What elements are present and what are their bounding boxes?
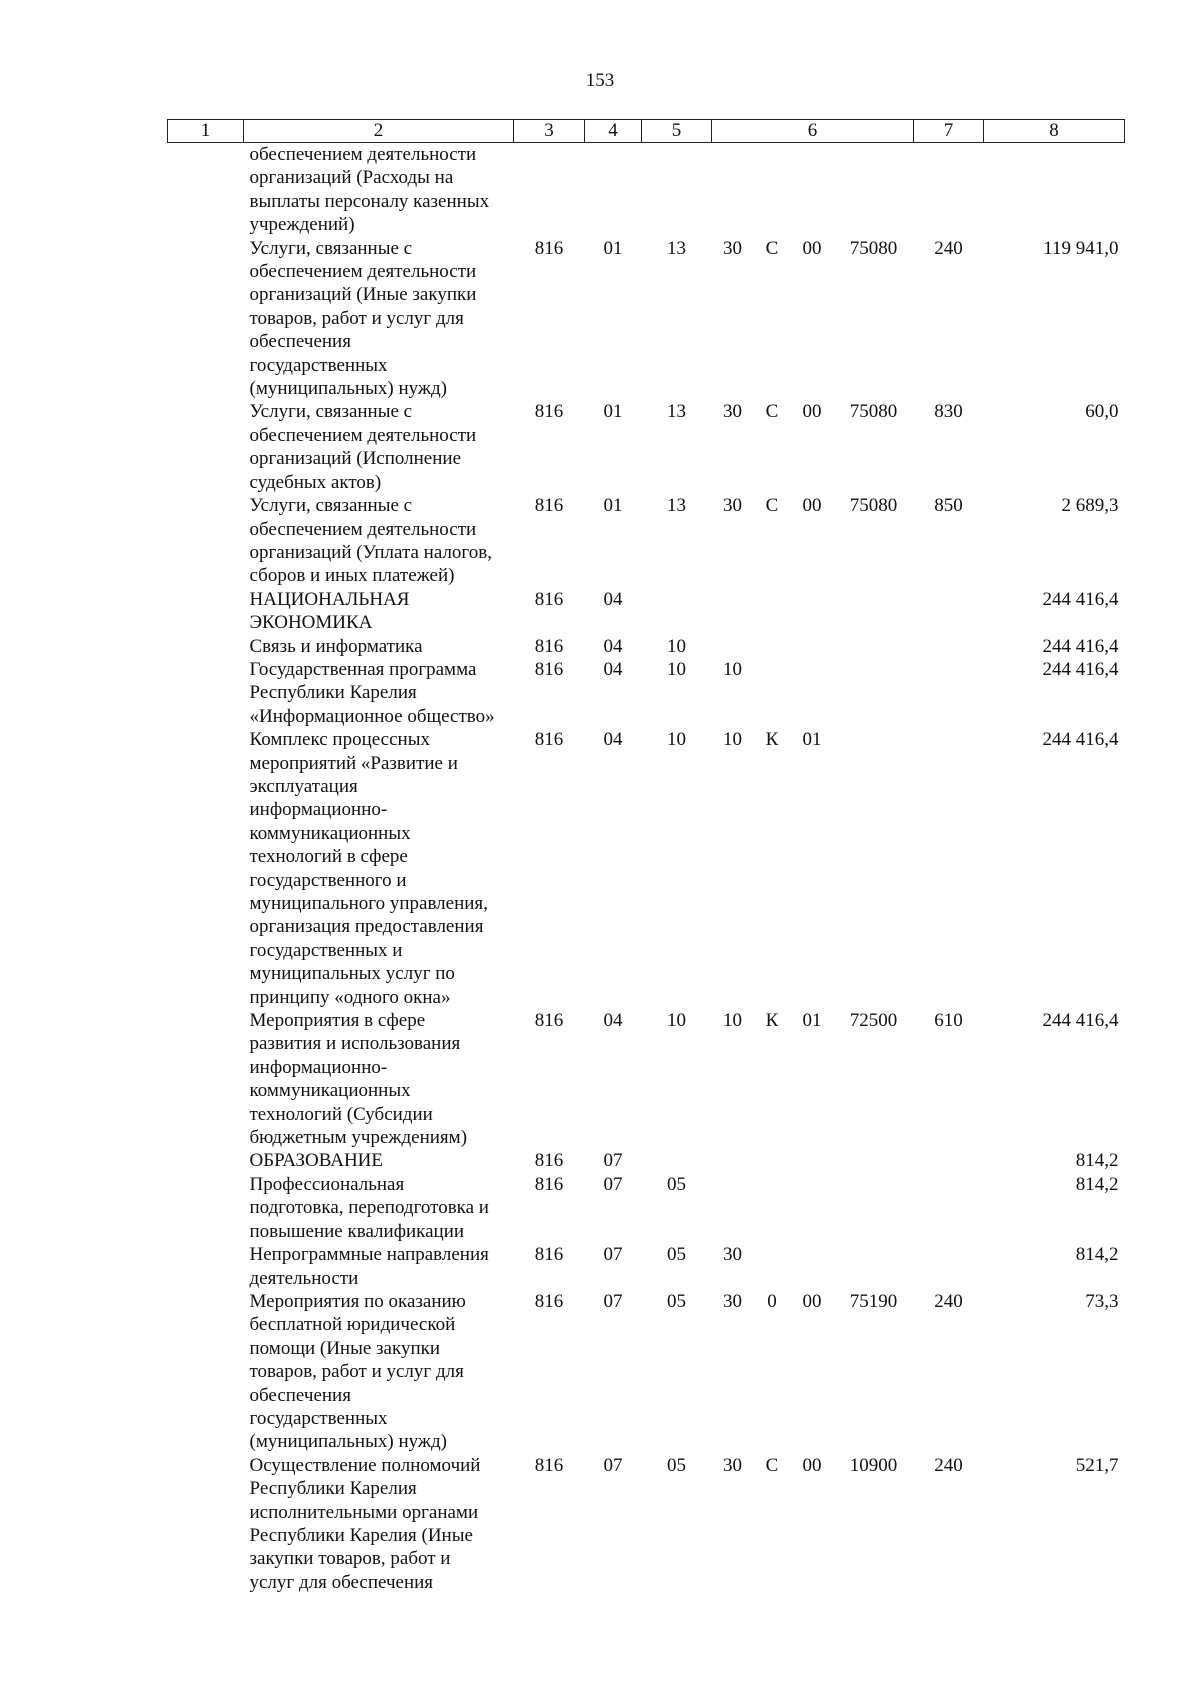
item-name-line: информационно- [249, 1056, 388, 1078]
col-7-cell: 240 [934, 1290, 963, 1312]
item-name-line: ЭКОНОМИКА [249, 612, 373, 634]
item-name-cell [244, 728, 514, 1009]
col-1-cell [168, 1149, 244, 1172]
table-row [168, 728, 1125, 1009]
item-name-line: коммуникационных [249, 822, 411, 844]
col-5-cell: 13 [667, 237, 686, 259]
table-row [168, 1173, 1125, 1243]
item-name-cell [244, 1173, 514, 1243]
item-name-line: (муниципальных) нужд) [249, 1431, 447, 1453]
col-4-cell: 04 [603, 729, 623, 751]
table-row [168, 400, 1125, 494]
table-row [168, 143, 1125, 237]
col-6-subprogram-cell: С [765, 401, 779, 423]
table-row [168, 494, 1125, 588]
col-3-cell [514, 143, 585, 237]
item-name-line: Осуществление полномочий [249, 1454, 481, 1476]
amount-cell: 244 416,4 [1042, 635, 1119, 657]
col-3-cell: 816 [534, 1010, 564, 1032]
col-1-cell [168, 400, 244, 494]
item-name-line: эксплуатация [249, 775, 358, 797]
item-name-line: технологий (Субсидии [249, 1103, 433, 1125]
col-3-cell: 816 [534, 588, 564, 610]
col-6-program-cell: 30 [723, 1290, 742, 1312]
col-3-cell: 816 [534, 658, 564, 680]
header-col-3: 3 [514, 120, 585, 143]
item-name-line: развития и использования [249, 1033, 461, 1055]
col-7-cell [914, 143, 984, 237]
item-name-cell [244, 588, 514, 635]
amount-cell: 814,2 [1075, 1173, 1119, 1195]
col-7-cell [914, 1173, 984, 1243]
item-name-line: Услуги, связанные с [249, 401, 413, 423]
table-row [168, 237, 1125, 401]
col-7-cell: 610 [934, 1010, 963, 1032]
item-name-cell [244, 1009, 514, 1149]
col-6-activity-cell: 00 [802, 1454, 822, 1476]
header-col-2: 2 [244, 120, 514, 143]
col-6-program-cell: 30 [723, 1244, 742, 1266]
item-name-cell [244, 658, 514, 728]
table-row [168, 635, 1125, 658]
col-1-cell [168, 1243, 244, 1290]
col-6-direction-cell [834, 728, 914, 1009]
col-3-cell: 816 [534, 635, 564, 657]
col-4-cell: 04 [603, 1010, 623, 1032]
item-name-line: организаций (Иные закупки [249, 284, 477, 306]
amount-cell: 73,3 [1085, 1290, 1119, 1312]
item-name-line: технологий в сфере [249, 846, 408, 868]
col-6-subprogram-cell: К [765, 1010, 779, 1032]
page-number: 153 [585, 70, 615, 91]
budget-table [167, 119, 1125, 1594]
header-col-5: 5 [642, 120, 712, 143]
col-6-program-cell: 30 [723, 401, 742, 423]
col-7-cell [914, 635, 984, 658]
item-name-cell [244, 143, 514, 237]
item-name-line: мероприятий «Развитие и [249, 752, 458, 774]
item-name-line: повышение квалификации [249, 1220, 465, 1242]
col-3-cell: 816 [534, 1244, 564, 1266]
table-row [168, 588, 1125, 635]
col-6-direction-cell: 75080 [849, 401, 898, 423]
col-4-cell: 07 [603, 1454, 623, 1476]
col-6-subprogram-cell [754, 1173, 791, 1243]
col-5-cell: 05 [667, 1454, 686, 1476]
item-name-line: помощи (Иные закупки [249, 1337, 441, 1359]
col-4-cell: 04 [603, 635, 623, 657]
item-name-line: государственных [249, 354, 388, 376]
col-5-cell: 10 [667, 729, 686, 751]
amount-cell: 521,7 [1075, 1454, 1119, 1476]
col-4-cell: 07 [603, 1244, 623, 1266]
col-7-cell: 240 [934, 237, 963, 259]
col-4-cell: 01 [603, 237, 623, 259]
item-name-line: организаций (Исполнение [249, 448, 462, 470]
item-name-line: коммуникационных [249, 1080, 411, 1102]
col-6-activity-cell: 00 [802, 401, 822, 423]
col-6-activity-cell: 01 [802, 1010, 822, 1032]
col-1-cell [168, 237, 244, 401]
col-6-activity-cell: 00 [802, 237, 822, 259]
col-5-cell: 10 [667, 1010, 686, 1032]
item-name-line: Услуги, связанные с [249, 495, 413, 517]
header-col-1: 1 [168, 120, 244, 143]
col-5-cell: 13 [667, 401, 686, 423]
col-6-direction-cell [834, 588, 914, 635]
col-6-program-cell: 10 [723, 658, 742, 680]
item-name-line: деятельности [249, 1267, 359, 1289]
col-6-activity-cell [791, 1243, 834, 1290]
col-6-direction-cell [834, 1243, 914, 1290]
col-6-activity-cell [791, 1173, 834, 1243]
amount-cell: 814,2 [1075, 1150, 1119, 1172]
table-row [168, 1243, 1125, 1290]
table-body [168, 143, 1125, 1595]
col-6-subprogram-cell [754, 1149, 791, 1172]
col-6-direction-cell: 72500 [849, 1010, 898, 1032]
col-6-activity-cell [791, 1149, 834, 1172]
amount-cell: 244 416,4 [1042, 588, 1119, 610]
col-4-cell: 07 [603, 1150, 623, 1172]
item-name-line: муниципальных услуг по [249, 963, 455, 985]
item-name-line: бюджетным учреждениям) [249, 1127, 468, 1149]
col-6-program-cell [712, 1173, 754, 1243]
item-name-line: товаров, работ и услуг для [249, 307, 464, 329]
col-3-cell: 816 [534, 729, 564, 751]
item-name-line: (муниципальных) нужд) [249, 378, 447, 400]
col-4-cell: 07 [603, 1173, 623, 1195]
item-name-line: муниципального управления, [249, 893, 488, 914]
header-col-7: 7 [914, 120, 984, 143]
col-6-subprogram-cell: С [765, 237, 779, 259]
col-6-direction-cell [834, 635, 914, 658]
header-row [168, 120, 1125, 143]
item-name-line: Мероприятия по оказанию [249, 1290, 466, 1312]
col-6-direction-cell [834, 658, 914, 728]
col-3-cell: 816 [534, 1454, 564, 1476]
amount-cell [984, 143, 1125, 237]
col-7-cell [914, 728, 984, 1009]
table-row [168, 1009, 1125, 1149]
col-5-cell: 13 [667, 495, 686, 517]
item-name-line: учреждений) [249, 214, 355, 236]
col-5-cell: 10 [667, 658, 686, 680]
item-name-line: ОБРАЗОВАНИЕ [249, 1150, 384, 1172]
item-name-line: Государственная программа [249, 658, 477, 680]
col-6-activity-cell: 01 [802, 729, 822, 751]
col-3-cell: 816 [534, 1173, 564, 1195]
col-6-subprogram-cell [754, 143, 791, 237]
col-1-cell [168, 143, 244, 237]
amount-cell: 244 416,4 [1042, 658, 1119, 680]
item-name-line: принципу «одного окна» [249, 986, 451, 1008]
item-name-line: организация предоставления [249, 916, 484, 938]
col-1-cell [168, 1173, 244, 1243]
col-6-program-cell: 30 [723, 237, 742, 259]
item-name-line: государственных [249, 1407, 388, 1429]
item-name-line: подготовка, переподготовка и [249, 1197, 489, 1219]
header-col-8: 8 [984, 120, 1125, 143]
col-6-direction-cell [834, 143, 914, 237]
col-1-cell [168, 1009, 244, 1149]
col-7-cell: 850 [934, 495, 963, 517]
item-name-line: товаров, работ и услуг для [249, 1361, 464, 1383]
col-7-cell [914, 1243, 984, 1290]
item-name-line: услуг для обеспечения [249, 1571, 434, 1593]
col-6-direction-cell [834, 1149, 914, 1172]
col-6-subprogram-cell: К [765, 729, 779, 751]
item-name-line: Мероприятия в сфере [249, 1010, 426, 1032]
col-4-cell: 01 [603, 495, 623, 517]
col-7-cell [914, 588, 984, 635]
col-1-cell [168, 1290, 244, 1454]
col-6-direction-cell: 10900 [849, 1454, 898, 1476]
col-1-cell [168, 588, 244, 635]
col-4-cell [585, 143, 642, 237]
col-4-cell: 01 [603, 401, 623, 423]
col-5-cell: 05 [667, 1173, 686, 1195]
col-3-cell: 816 [534, 237, 564, 259]
item-name-line: Республики Карелия (Иные [249, 1524, 473, 1546]
col-1-cell [168, 658, 244, 728]
item-name-line: обеспечением деятельности [249, 424, 477, 446]
col-3-cell: 816 [534, 1290, 564, 1312]
col-6-subprogram-cell [754, 658, 791, 728]
amount-cell: 814,2 [1075, 1244, 1119, 1266]
col-7-cell: 830 [934, 401, 963, 423]
col-6-activity-cell [791, 658, 834, 728]
item-name-line: обеспечения [249, 331, 351, 353]
col-6-program-cell: 10 [723, 1010, 742, 1032]
item-name-cell [244, 1149, 514, 1172]
item-name-line: Комплекс процессных [249, 729, 430, 751]
item-name-line: Связь и информатика [249, 635, 423, 657]
col-1-cell [168, 635, 244, 658]
item-name-cell [244, 1454, 514, 1594]
item-name-line: Профессиональная [249, 1173, 405, 1195]
col-7-cell [914, 658, 984, 728]
amount-cell: 119 941,0 [1043, 237, 1119, 259]
item-name-line: закупки товаров, работ и [249, 1548, 451, 1570]
col-6-direction-cell [834, 1173, 914, 1243]
item-name-line: бесплатной юридической [249, 1314, 456, 1336]
item-name-line: Республики Карелия [249, 682, 417, 704]
col-5-cell: 05 [667, 1244, 686, 1266]
item-name-line: Республики Карелия [249, 1478, 417, 1500]
item-name-line: сборов и иных платежей) [249, 565, 455, 587]
item-name-line: «Информационное общество» [249, 705, 495, 727]
item-name-cell [244, 635, 514, 658]
item-name-line: обеспечения [249, 1384, 351, 1406]
col-6-activity-cell [791, 635, 834, 658]
col-6-subprogram-cell: С [765, 495, 779, 517]
col-6-activity-cell: 00 [802, 495, 822, 517]
item-name-line: государственных и [249, 939, 403, 961]
col-4-cell: 04 [603, 658, 623, 680]
item-name-line: обеспечением деятельности [249, 144, 477, 165]
col-6-program-cell: 10 [723, 729, 742, 751]
col-4-cell: 04 [603, 588, 623, 610]
item-name-line: исполнительными органами [249, 1501, 479, 1523]
col-5-cell: 10 [667, 635, 686, 657]
item-name-line: Услуги, связанные с [249, 237, 413, 259]
amount-cell: 244 416,4 [1042, 729, 1119, 751]
col-3-cell: 816 [534, 1150, 564, 1172]
item-name-line: Непрограммные направления [249, 1244, 489, 1266]
col-6-program-cell [712, 588, 754, 635]
item-name-line: государственного и [249, 869, 407, 891]
col-6-program-cell [712, 635, 754, 658]
item-name-cell [244, 237, 514, 401]
table-row [168, 1290, 1125, 1454]
table-row [168, 658, 1125, 728]
item-name-line: информационно- [249, 799, 388, 821]
item-name-cell [244, 494, 514, 588]
col-6-activity-cell [791, 588, 834, 635]
amount-cell: 2 689,3 [1061, 495, 1119, 517]
col-5-cell [642, 588, 712, 635]
item-name-line: НАЦИОНАЛЬНАЯ [249, 588, 410, 610]
col-6-subprogram-cell [754, 635, 791, 658]
item-name-cell [244, 400, 514, 494]
col-6-activity-cell: 00 [802, 1290, 822, 1312]
col-1-cell [168, 728, 244, 1009]
col-6-direction-cell: 75080 [849, 495, 898, 517]
col-7-cell: 240 [934, 1454, 963, 1476]
header-col-6: 6 [712, 120, 914, 143]
item-name-line: обеспечением деятельности [249, 518, 477, 540]
item-name-line: обеспечением деятельности [249, 261, 477, 283]
col-5-cell [642, 143, 712, 237]
col-6-subprogram-cell: С [765, 1454, 779, 1476]
item-name-line: судебных актов) [249, 471, 382, 493]
table-row [168, 1454, 1125, 1594]
col-6-direction-cell: 75080 [849, 237, 898, 259]
col-5-cell [642, 1149, 712, 1172]
amount-cell: 60,0 [1085, 401, 1119, 423]
item-name-line: организаций (Расходы на [249, 167, 454, 189]
amount-cell: 244 416,4 [1042, 1010, 1119, 1032]
col-6-subprogram-cell: 0 [767, 1290, 777, 1312]
col-3-cell: 816 [534, 401, 564, 423]
item-name-cell [244, 1290, 514, 1454]
col-6-program-cell: 30 [723, 495, 742, 517]
col-6-direction-cell: 75190 [849, 1290, 898, 1312]
table-row [168, 1149, 1125, 1172]
col-6-program-cell: 30 [723, 1454, 742, 1476]
col-6-activity-cell [791, 143, 834, 237]
col-6-program-cell [712, 143, 754, 237]
col-1-cell [168, 494, 244, 588]
col-5-cell: 05 [667, 1290, 686, 1312]
col-6-subprogram-cell [754, 1243, 791, 1290]
col-1-cell [168, 1454, 244, 1594]
item-name-cell [244, 1243, 514, 1290]
col-4-cell: 07 [603, 1290, 623, 1312]
item-name-line: организаций (Уплата налогов, [249, 541, 492, 563]
col-3-cell: 816 [534, 495, 564, 517]
header-col-4: 4 [585, 120, 642, 143]
col-7-cell [914, 1149, 984, 1172]
col-6-program-cell [712, 1149, 754, 1172]
col-6-subprogram-cell [754, 588, 791, 635]
item-name-line: выплаты персоналу казенных [249, 190, 490, 212]
